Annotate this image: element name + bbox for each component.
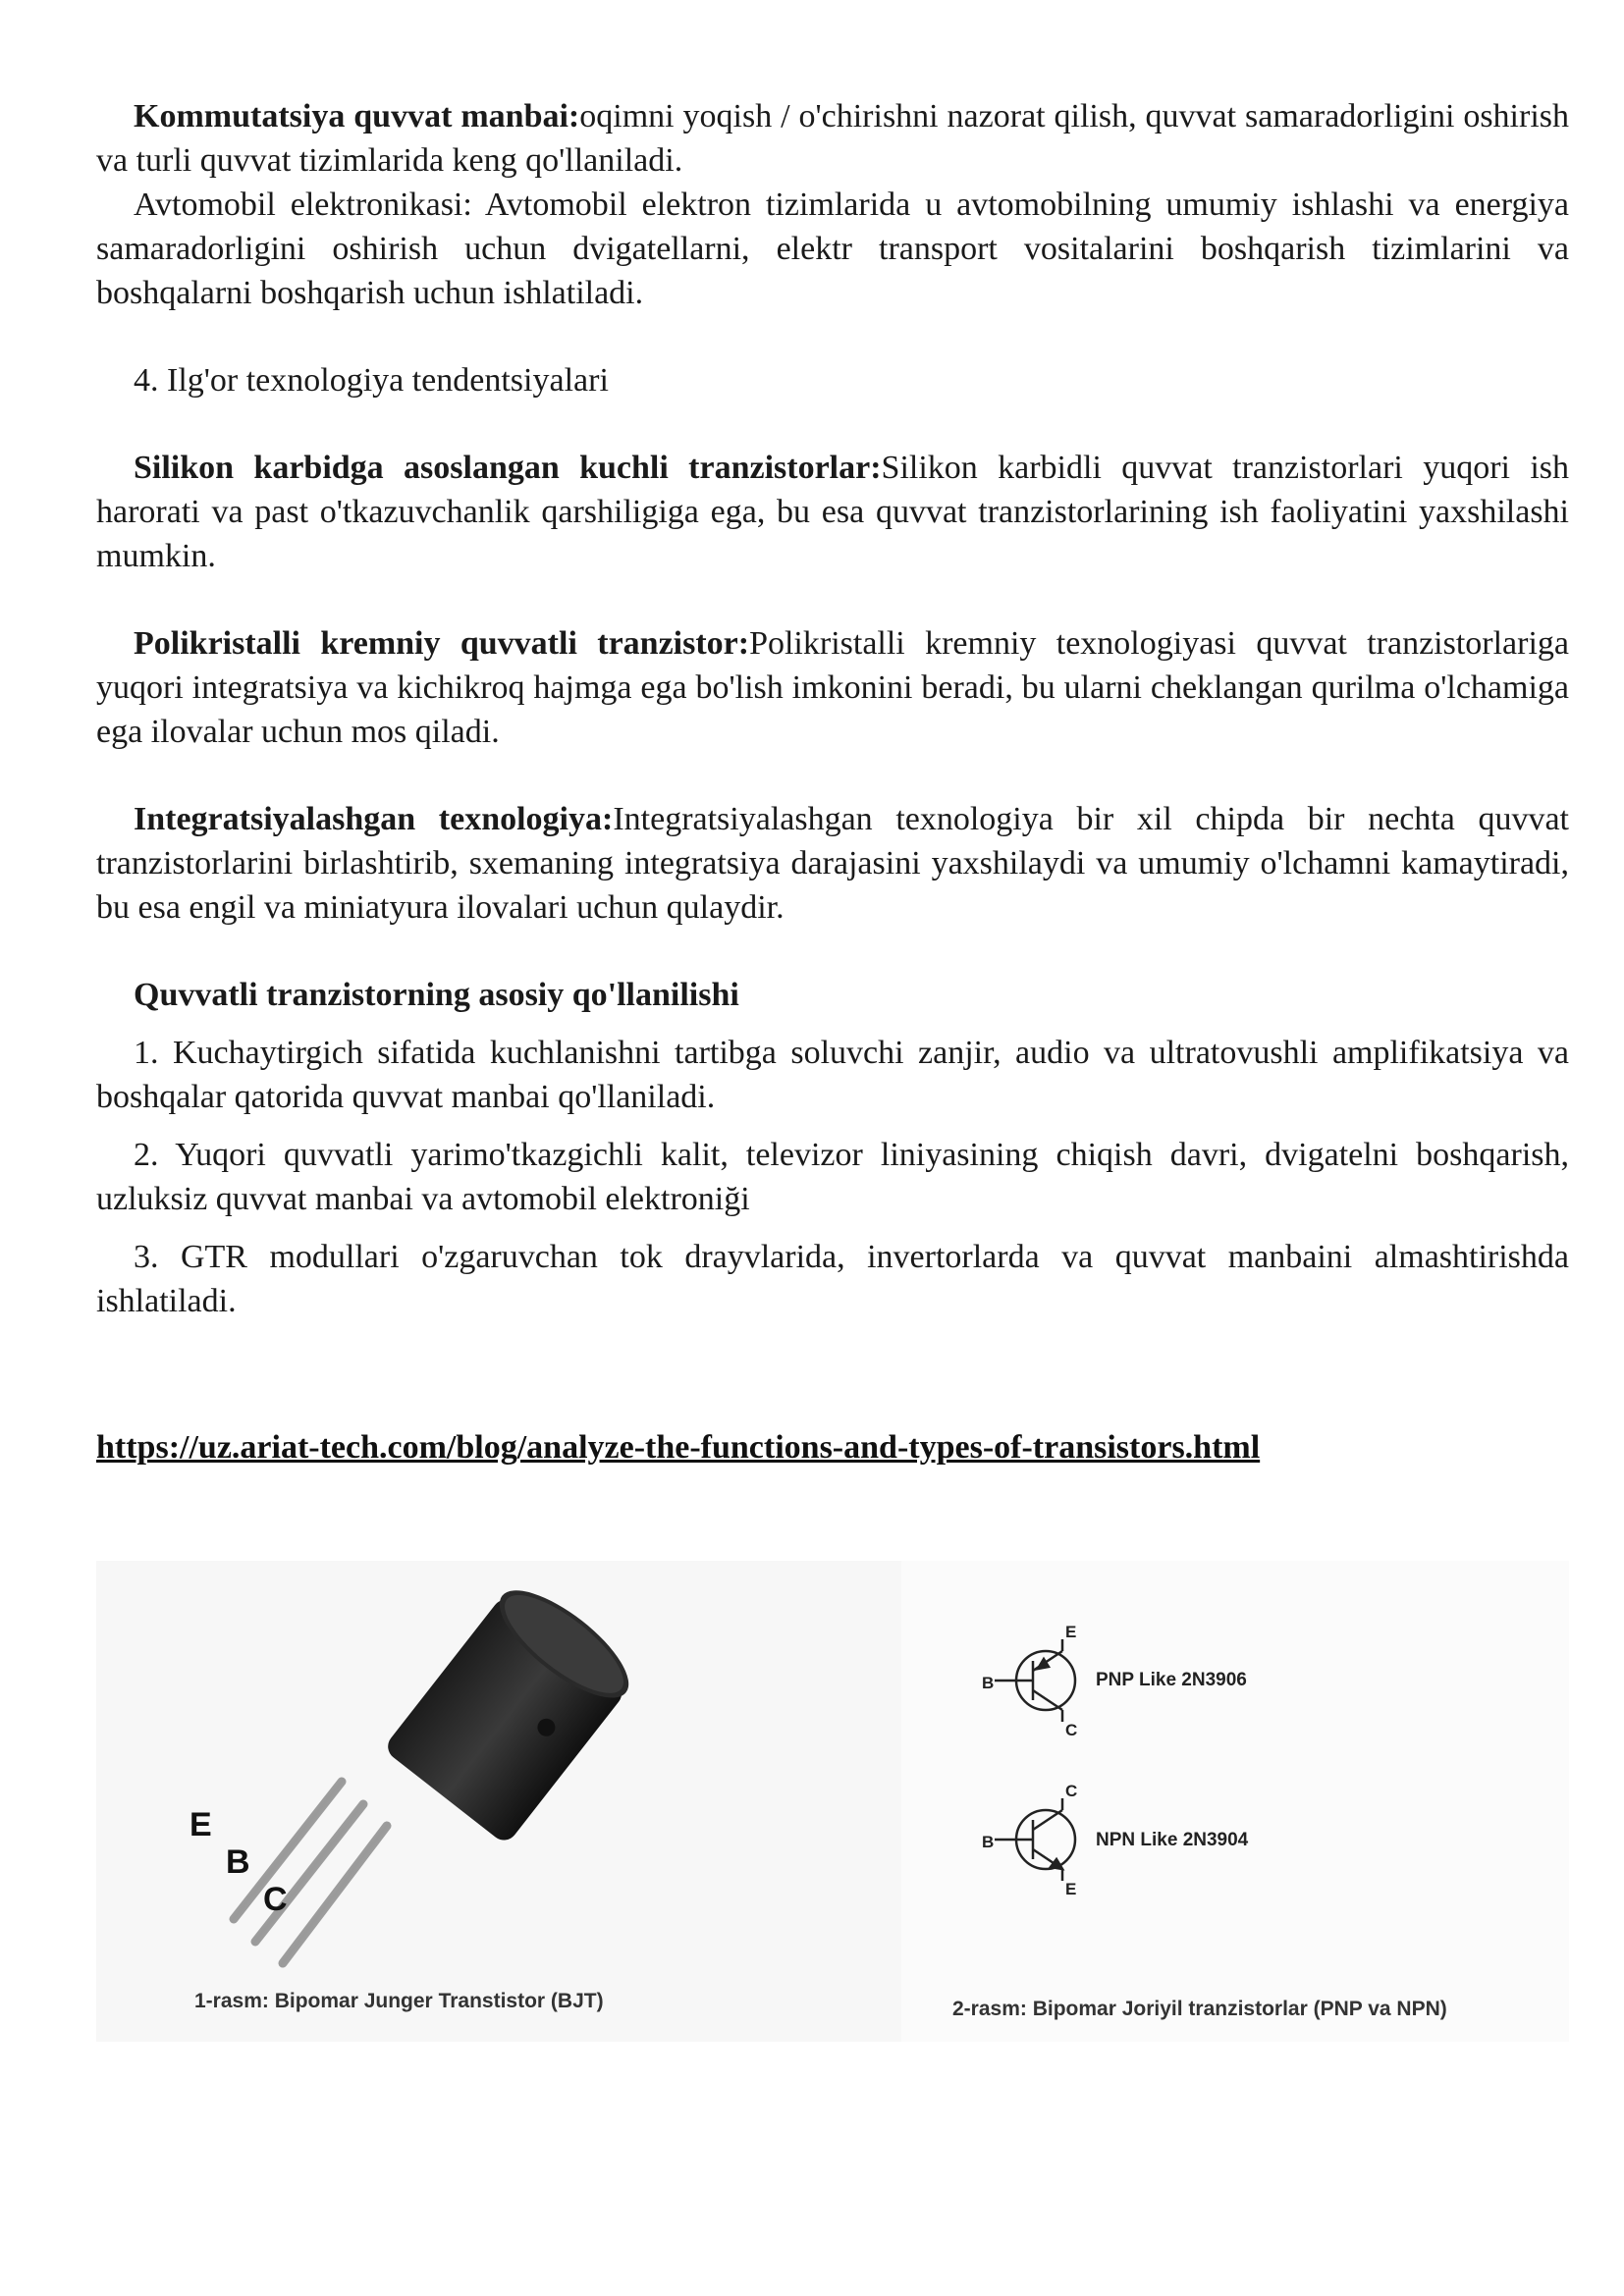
source-link[interactable]: https://uz.ariat-tech.com/blog/analyze-the-functions-and-types-of-transistors.html [96, 1429, 1261, 1466]
pnp-pin-b: B [982, 1674, 995, 1692]
section-heading-trends: 4. Ilg'or texnologiya tendentsiyalari [134, 362, 609, 399]
text-polysilicon: Polikristalli kremniy texnologiyasi quvvat tranzistorlariga yuqori integratsiya va kichikroq hajmga ega bo'lish imkonini beradi, bu ularni cheklangan qurilma o'lchamiga ega ilovalar uchun mos qiladi. [96, 625, 1570, 750]
pnp-pin-e: E [1065, 1623, 1077, 1641]
pnp-label: PNP Like 2N3906 [1096, 1670, 1247, 1690]
document-body [96, 94, 1569, 1469]
figures-area [96, 1561, 1569, 2042]
term-integrated: Integratsiyalashgan texnologiya: [134, 801, 614, 837]
npn-label: NPN Like 2N3904 [1096, 1830, 1249, 1850]
text-switching-power: oqimni yoqish / o'chirishni nazorat qilish, quvvat samaradorligini oshirish va turli quvvat tizimlarida keng qo'llaniladi. [96, 98, 1570, 179]
text-integrated: Integratsiyalashgan texnologiya bir xil chipda bir nechta quvvat tranzistorlarini birlashtirib, sxemaning integratsiya darajasini yaxshilaydi va umumiy o'lchamni kamaytiradi, bu esa engil va miniatyura ilovalari uchun qulaydir. [96, 801, 1569, 926]
figure-bjt-photo [96, 1561, 901, 2042]
npn-pin-c: C [1065, 1782, 1078, 1800]
text-silicon-carbide: Silikon karbidli quvvat tranzistorlari yuqori ish harorati va past o'tkazuvchanlik qarshiligiga ega, bu esa quvvat tranzistorlarining ish faoliyatini yaxshilashi mumkin. [96, 450, 1569, 574]
figure-pnp-npn-symbols [901, 1561, 1569, 2042]
term-switching-power: Kommutatsiya quvvat manbai: [134, 98, 580, 134]
list-item-1: 1. Kuchaytirgich sifatida kuchlanishni tartibga soluvchi zanjir, audio va ultratovushli amplifikatsiya va boshqalar qatorida quvvat manbai qo'llaniladi. [96, 1035, 1569, 1115]
paragraph-automotive: Avtomobil elektronikasi: Avtomobil elektron tizimlarida u avtomobilning umumiy ishlashi va energiya samaradorligini oshirish uchun dvigatellarni, elektr transport vositalarini boshqarish tizimlarini va boshqalarni boshqarish uchun ishlatiladi. [96, 187, 1569, 311]
paragraph-polysilicon [96, 621, 1569, 754]
term-silicon-carbide: Silikon karbidga asoslangan kuchli tranzistorlar: [134, 450, 882, 486]
paragraph-switching-power [96, 94, 1569, 183]
pnp-symbol-icon [995, 1639, 1075, 1722]
list-item-3: 3. GTR modullari o'zgaruvchan tok drayvlarida, invertorlarda va quvvat manbaini almashtirishda ishlatiladi. [96, 1239, 1569, 1319]
npn-symbol-icon [995, 1798, 1075, 1881]
paragraph-integrated [96, 797, 1569, 930]
paragraph-silicon-carbide [96, 446, 1569, 578]
section-heading-applications: Quvvatli tranzistorning asosiy qo'llanilishi [134, 977, 739, 1013]
pnp-pin-c: C [1065, 1721, 1078, 1739]
transistor-photo-icon [96, 1561, 901, 2042]
pin-label-c: C [263, 1881, 288, 1918]
pin-label-b: B [226, 1843, 250, 1881]
figure-1-caption: 1-rasm: Bipomar Junger Transtistor (BJT) [194, 1990, 604, 2012]
figure-2-caption: 2-rasm: Bipomar Joriyil tranzistorlar (PNP va NPN) [952, 1998, 1447, 2020]
transistor-symbols-diagram [901, 1561, 1569, 2042]
npn-pin-b: B [982, 1833, 995, 1851]
list-item-2: 2. Yuqori quvvatli yarimo'tkazgichli kalit, televizor liniyasining chiqish davri, dvigatelni boshqarish, uzluksiz quvvat manbai va avtomobil elektroniği [96, 1137, 1569, 1217]
term-polysilicon: Polikristalli kremniy quvvatli tranzistor: [134, 625, 750, 662]
pin-label-e: E [189, 1806, 212, 1843]
npn-pin-e: E [1065, 1880, 1077, 1898]
